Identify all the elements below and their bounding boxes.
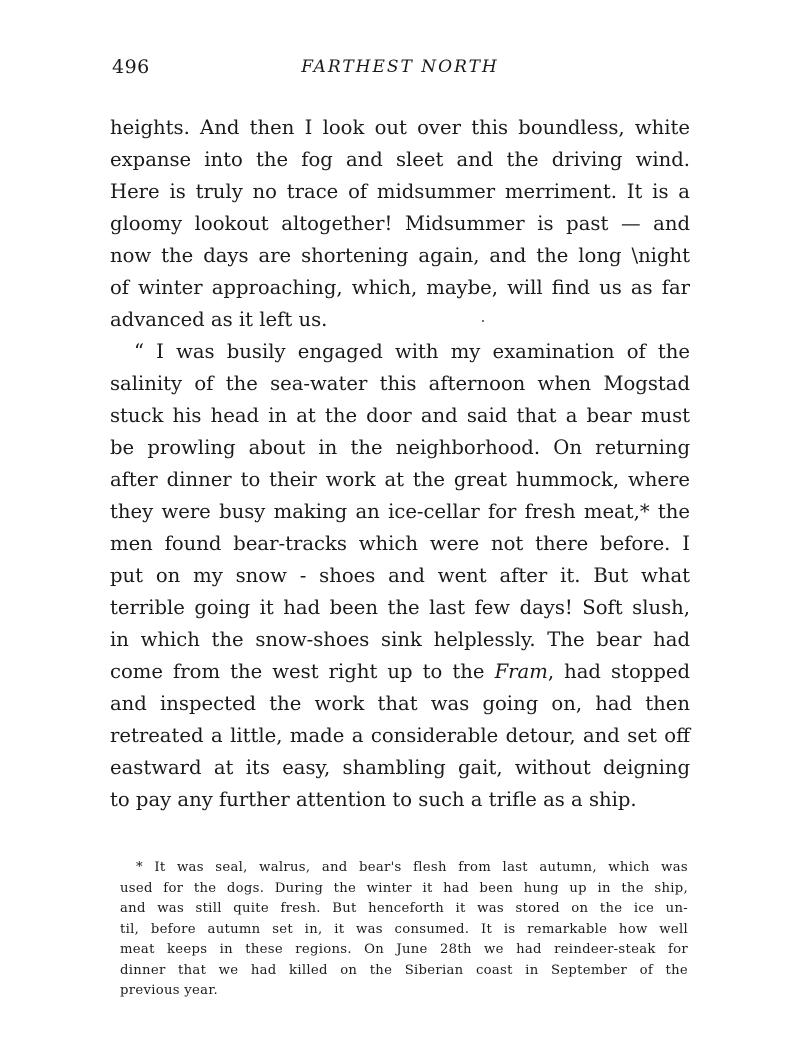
footnote-line: meat keeps in these regions. On June 28th we had reindeer-steak for bbox=[120, 942, 688, 957]
text-line: they were busy making an ice-cellar for fresh meat,* the bbox=[110, 500, 690, 523]
text-line: retreated a little, made a considerable detour, and set off bbox=[110, 724, 690, 747]
text-line: men found bear-tracks which were not there before. I bbox=[110, 532, 690, 555]
footnote-line: previous year. bbox=[120, 983, 218, 998]
text-line: eastward at its easy, shambling gait, without deigning bbox=[110, 756, 690, 779]
footnote bbox=[120, 858, 688, 1002]
footnote-line: and was still quite fresh. But henceforth it was stored on the ice un- bbox=[120, 901, 688, 916]
text-line: in which the snow-shoes sink helplessly. The bear had bbox=[110, 628, 690, 651]
text-line: “ I was busily engaged with my examination of the bbox=[134, 340, 690, 363]
text-line: gloomy lookout altogether! Midsummer is past — and bbox=[110, 212, 690, 235]
footnote-line: dinner that we had killed on the Siberian coast in September of the bbox=[120, 962, 688, 978]
text-line: Here is truly no trace of midsummer merriment. It is a bbox=[110, 180, 690, 203]
footnote-line: used for the dogs. During the winter it had been hung up in the ship, bbox=[120, 880, 688, 896]
print-speck bbox=[482, 320, 484, 322]
text-line: after dinner to their work at the great hummock, where bbox=[110, 468, 690, 491]
footnote-line: * It was seal, walrus, and bear's flesh from last autumn, which was bbox=[136, 860, 688, 875]
footnote-line: til, before autumn set in, it was consumed. It is remarkable how well bbox=[120, 921, 688, 937]
body-text bbox=[110, 112, 690, 816]
text-line: to pay any further attention to such a trifle as a ship. bbox=[110, 788, 637, 811]
running-title: FARTHEST NORTH bbox=[301, 57, 499, 77]
ship-name-italic: Fram bbox=[494, 660, 548, 683]
text-line-with-ship-name bbox=[110, 656, 690, 688]
page-number: 496 bbox=[112, 56, 150, 78]
text-line: salinity of the sea-water this afternoon when Mogstad bbox=[110, 372, 690, 395]
text-line: stuck his head in at the door and said that a bear must bbox=[110, 404, 690, 427]
text-line: of winter approaching, which, maybe, will find us as far bbox=[110, 276, 690, 299]
text-line: put on my snow - shoes and went after it. But what bbox=[110, 564, 690, 587]
text-line: be prowling about in the neighborhood. On returning bbox=[110, 436, 690, 459]
line-segment: come from the west right up to the bbox=[110, 660, 495, 683]
text-line: advanced as it left us. bbox=[110, 308, 328, 331]
text-line: now the days are shortening again, and the long \night bbox=[110, 244, 690, 267]
text-line: and inspected the work that was going on, had then bbox=[110, 692, 690, 715]
text-line: heights. And then I look out over this boundless, white bbox=[110, 116, 690, 139]
line-segment: , had stopped bbox=[547, 660, 690, 683]
text-line: expanse into the fog and sleet and the driving wind. bbox=[110, 148, 690, 171]
text-line: terrible going it had been the last few days! Soft slush, bbox=[110, 596, 690, 619]
